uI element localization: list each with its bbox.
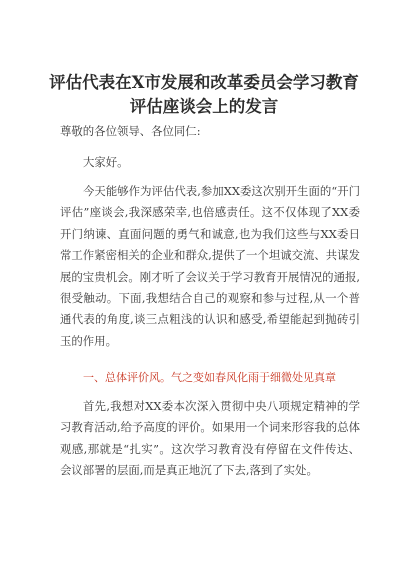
paragraph-section-one: 首先,我想对XX委本次深入贯彻中央八项规定精神的学习教育活动,给予高度的评价。如果用一个词来形容我的总体观感,那就是“扎实”。这次学习教育没有停留在文件传达、会议部署的层面,而是真正地沉了下去,落到了实处。 xyxy=(60,399,360,478)
paragraph-intro: 今天能够作为评估代表,参加XX委这次别开生面的“开门评估”座谈会,我深感荣幸,也倍感责任。这不仅体现了XX委开门纳谏、直面问题的勇气和诚意,也为我们这些与XX委日常工作紧密相关的企业和群众,提供了一个坦诚交流、共谋发展的宝贵机会。刚才听了会议关于学习教育开展情况的通报,很受触动。下面,我想结合自己的观察和参与过程,从一个普通代表的角度,谈三点粗浅的认识和感受,希望能起到抛砖引玉的作用。 xyxy=(60,184,360,348)
section-heading: 一、总体评价风。气之变如春风化雨于细微处见真章 xyxy=(83,371,336,384)
greeting: 大家好。 xyxy=(83,155,129,169)
document-title-line-2: 评估座谈会上的发言 xyxy=(129,97,279,116)
document-title-line-1: 评估代表在X市发展和改革委员会学习教育 xyxy=(49,73,359,92)
salutation: 尊敬的各位领导、各位同仁: xyxy=(60,124,201,138)
